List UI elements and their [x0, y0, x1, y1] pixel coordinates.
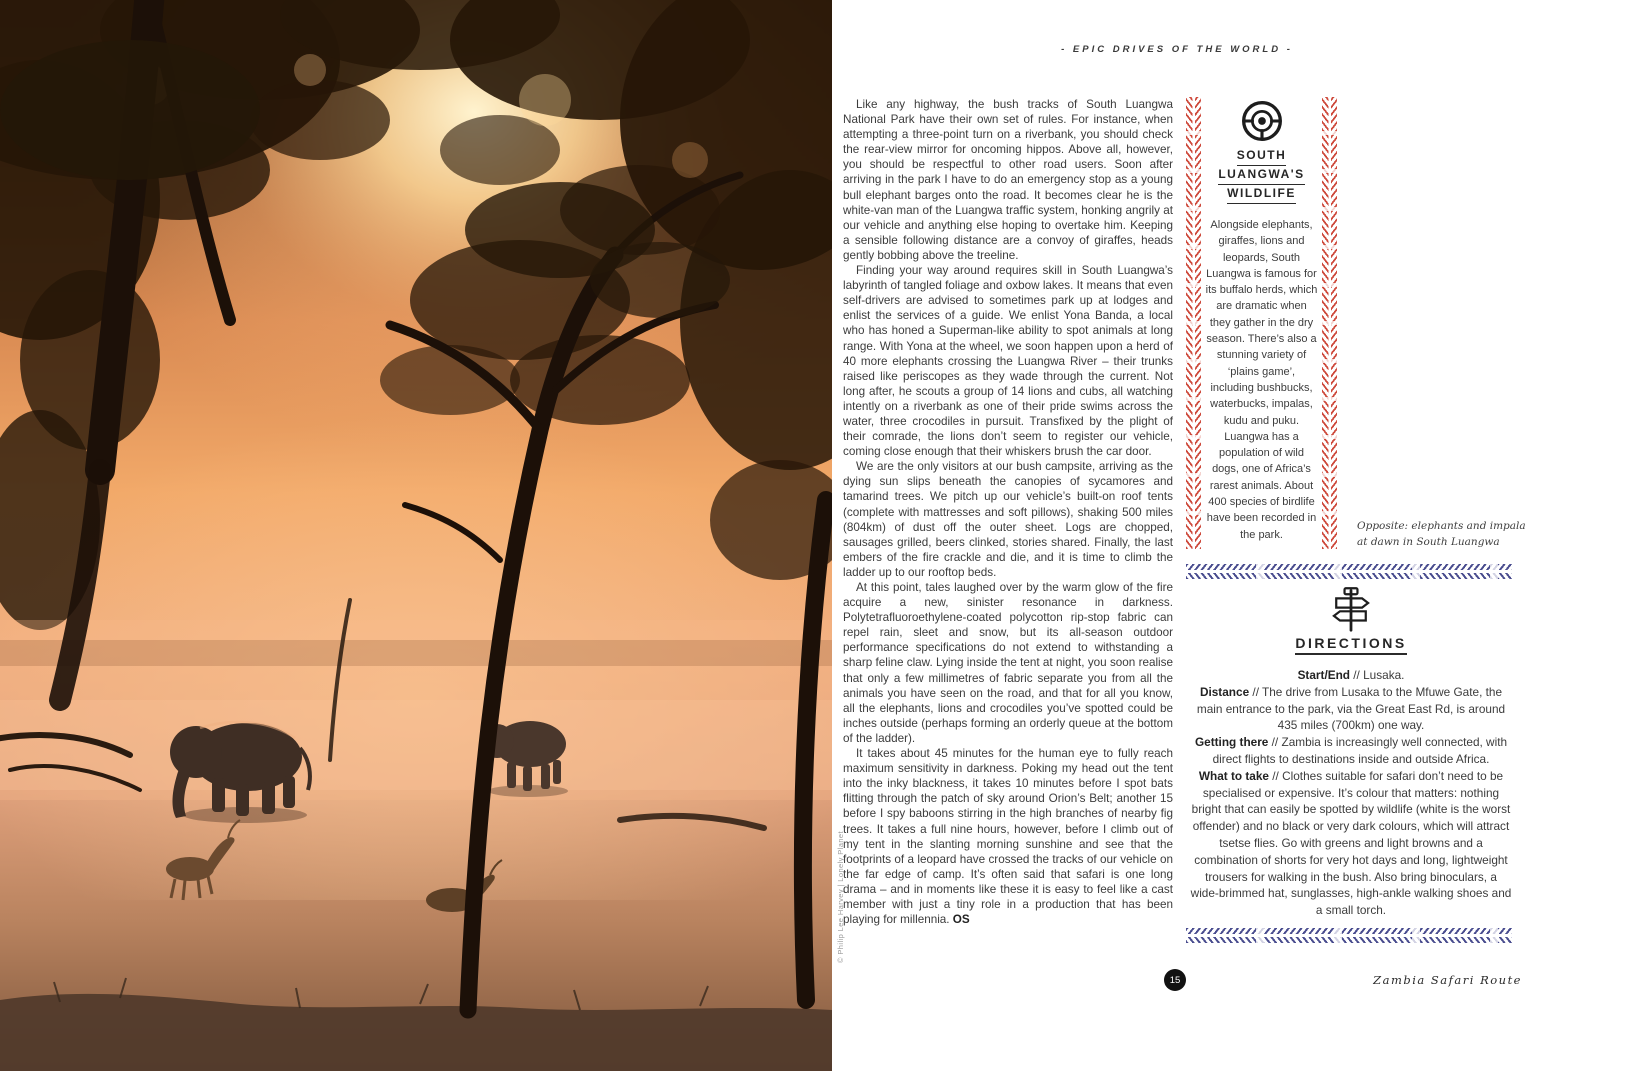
tire-track-horizontal-top — [1186, 564, 1512, 579]
wildlife-title — [1205, 147, 1318, 204]
dust-haze — [0, 620, 832, 800]
steering-wheel-icon — [1240, 99, 1284, 143]
direction-entry: Start/End // Lusaka. — [1297, 668, 1405, 682]
direction-entry: What to take // Clothes suitable for safari don’t need to be specialised or expensive. It’s colour that matters: nothing bright that can easily be spotted by wildlife (white is the worst offender) and no black or very dark colours, which will attract tsetse flies. Go with greens and light browns and a combination of shorts for very hot days and long, lightweight trousers for walking in the bush. Also bring binoculars, a wide-brimmed hat, sunglasses, high-ankle walking shoes and a small torch. — [1190, 768, 1512, 918]
direction-entry: Distance // The drive from Lusaka to the Mfuwe Gate, the main entrance to the park, via the Great East Rd, is around 435 miles (700km) one way. — [1196, 684, 1506, 733]
footer-route-title: Zambia Safari Route — [1373, 973, 1522, 987]
page-number-badge — [1164, 969, 1186, 991]
photo-caption — [1357, 518, 1526, 550]
article-paragraph: At this point, tales laughed over by the warm glow of the fire acquire a new, sinister resonance in darkness. Polytetrafluoroethylene-coated polycotton rip-stop fabric can repel rain, sleet and snow, but its all-season outdoor performance specifications do not extend to withstanding a sharp feline claw. Lying inside the tent at night, you soon realise that only a few millimetres of fabric separate you from all the animals you have seen on the road, and that for all you know, all the elephants, lions and crocodiles you’ve spotted could be inches outside (perhaps forming an orderly queue at the bottom of the ladder). — [843, 581, 1173, 745]
wildlife-panel — [1186, 97, 1337, 549]
tire-track-horizontal-bottom — [1186, 928, 1512, 943]
wildlife-title-line: LUANGWA'S — [1218, 166, 1304, 185]
photo-caption-line2: at dawn in South Luangwa — [1357, 536, 1500, 548]
tire-track-vertical-right — [1322, 97, 1337, 549]
article-text — [843, 97, 1173, 927]
photo-credit: © Philip Lee Harvey | Lonely Planet — [836, 831, 845, 963]
direction-entry: Getting there // Zambia is increasingly well connected, with direct flights to destinations inside and outside Africa. — [1194, 735, 1508, 766]
tire-track-vertical-left — [1186, 97, 1201, 549]
wildlife-title-line: WILDLIFE — [1227, 185, 1296, 204]
wildlife-title-line: SOUTH — [1237, 147, 1287, 166]
photo-caption-line1: Opposite: elephants and impala — [1357, 520, 1526, 532]
directions-panel — [1190, 585, 1512, 919]
article-paragraph: We are the only visitors at our bush campsite, arriving as the dying sun slips beneath the canopies of sycamores and tamarind trees. We pitch up our vehicle’s built-on roof tents (complete with mattresses and soft pillows), shaking 500 miles (804km) of dust off the outer sheet. Logs are chopped, sausages grilled, beers clinked, stories shared. Finally, the last embers of the fire crackle and die, and it is time to climb the ladder up to our rooftop beds. — [843, 460, 1173, 579]
directions-entries — [1190, 667, 1512, 919]
page-number: 15 — [1169, 974, 1181, 986]
directions-title: DIRECTIONS — [1190, 635, 1512, 655]
wildlife-panel-inner — [1201, 97, 1322, 549]
article-paragraph: Like any highway, the bush tracks of South Luangwa National Park have their own set of rules. For instance, when attempting a three-point turn on a riverbank, you should check the rear-view mirror for oncoming hippos. Above all, however, you should be respectful to other road users. Soon after arriving in the park I have to do an emergency stop as a young bull elephant barges onto the road. It becomes clear he is the white-van man of the Luangwa traffic system, honking angrily at our vehicle and anything else hoping to overtake him. Keeping a sensible following distance are a convoy of giraffes, heads gently bobbing above the treeline. — [843, 98, 1173, 262]
article-paragraph: It takes about 45 minutes for the human eye to fully reach maximum sensitivity in darkness. Poking my head out the tent into the inky blackness, it takes 10 minutes before I spot bats flitting through the patch of sky around Orion’s Belt; another 15 before I spy baboons stirring in the high branches of nearby fig trees. It takes a full nine hours, however, before I climb out of my tent in the slanting morning sunshine and see that the footprints of a leopard have crossed the tracks of our vehicle on the far edge of camp. It’s often said that safari is one long drama – and in moments like these it is easy to feel like a cast member with just a tiny role in a production that has been playing for millennia. OS — [843, 747, 1173, 927]
article-paragraph: Finding your way around requires skill in South Luangwa’s labyrinth of tangled foliage and oxbow lakes. It means that even self-drivers are advised to sometimes park up at lodges and enlist the services of a guide. We enlist Yona Banda, a local who has honed a Superman-like ability to spot animals at long range. With Yona at the wheel, we soon happen upon a herd of 40 more elephants crossing the Luangwa River – their trunks raised like periscopes as they wade through the current. Not long after, he scouts a group of 14 lions and cubs, all watching intently on a riverbank as one of their pride swims across the water, three crocodiles in pursuit. Transfixed by the plight of their comrade, the lions don’t seem to register our vehicle, coming close enough that their whiskers brush the car door. — [843, 264, 1173, 459]
wildlife-body: Alongside elephants, giraffes, lions and leopards, South Luangwa is famous for its buffalo herds, which are dramatic when they gather in the dry season. There’s also a stunning variety of ‘plains game’, including bushbucks, waterbucks, impalas, kudu and puku. Luangwa has a population of wild dogs, one of Africa’s rarest animals. About 400 species of birdlife have been recorded in the park. — [1205, 219, 1318, 541]
author-initials: OS — [952, 913, 970, 927]
signpost-icon — [1327, 585, 1375, 633]
running-header: - EPIC DRIVES OF THE WORLD - — [1061, 44, 1293, 55]
